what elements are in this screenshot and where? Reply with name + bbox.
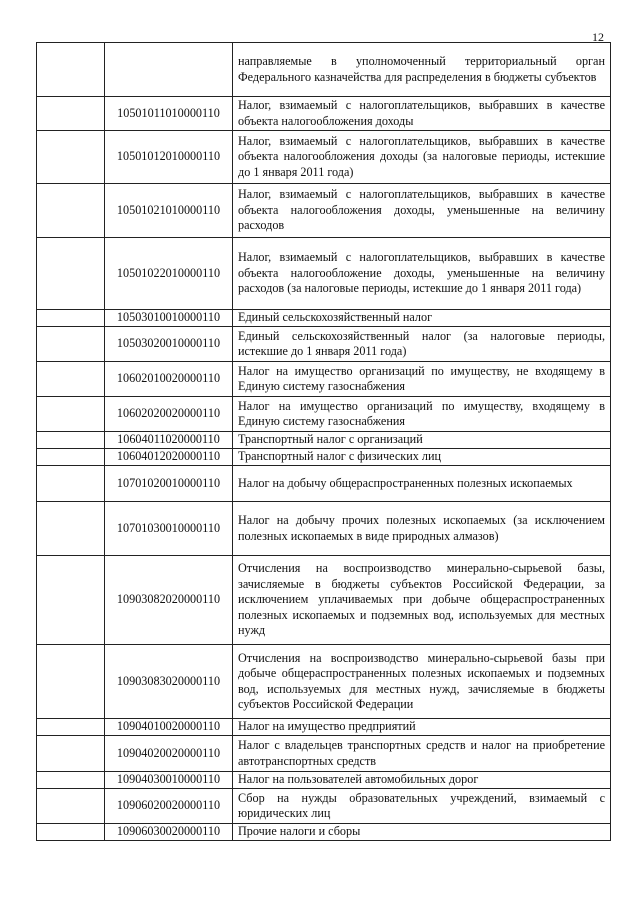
code-cell: 10602020020000110 bbox=[105, 397, 233, 432]
table-row bbox=[37, 466, 611, 502]
code-cell: 10904030010000110 bbox=[105, 772, 233, 789]
empty-cell bbox=[37, 184, 105, 238]
table-row bbox=[37, 824, 611, 841]
description-cell: Прочие налоги и сборы bbox=[233, 824, 611, 841]
code-cell: 10906020020000110 bbox=[105, 789, 233, 824]
description-cell: Налог на добычу прочих полезных ископаемых (за исключением полезных ископаемых в виде природных алмазов) bbox=[233, 502, 611, 556]
description-cell: Налог на пользователей автомобильных дорог bbox=[233, 772, 611, 789]
description-cell: Отчисления на воспроизводство минерально-сырьевой базы при добыче общераспространенных полезных ископаемых и подземных вод, используемых для местных нужд, зачисляемые в бюджеты субъектов Российской Федерации bbox=[233, 645, 611, 719]
empty-cell bbox=[37, 645, 105, 719]
table-row bbox=[37, 502, 611, 556]
code-cell: 10501022010000110 bbox=[105, 238, 233, 310]
empty-cell bbox=[37, 772, 105, 789]
empty-cell bbox=[37, 310, 105, 327]
empty-cell bbox=[37, 466, 105, 502]
code-cell: 10503010010000110 bbox=[105, 310, 233, 327]
empty-cell bbox=[37, 502, 105, 556]
description-cell: Налог, взимаемый с налогоплательщиков, выбравших в качестве объекта налогообложения доходы (за налоговые периоды, истекшие до 1 января 2011 года) bbox=[233, 131, 611, 184]
table-row bbox=[37, 397, 611, 432]
code-cell: 10501012010000110 bbox=[105, 131, 233, 184]
empty-cell bbox=[37, 432, 105, 449]
table-row bbox=[37, 43, 611, 97]
page-number: 12 bbox=[592, 30, 604, 44]
empty-cell bbox=[37, 238, 105, 310]
description-cell: Сбор на нужды образовательных учреждений, взимаемый с юридических лиц bbox=[233, 789, 611, 824]
empty-cell bbox=[37, 131, 105, 184]
code-cell: 10904020020000110 bbox=[105, 736, 233, 772]
table-row bbox=[37, 184, 611, 238]
code-cell: 10501021010000110 bbox=[105, 184, 233, 238]
description-cell: Налог, взимаемый с налогоплательщиков, выбравших в качестве объекта налогообложение доходы, уменьшенные на величину расходов (за налоговые периоды, истекшие до 1 января 2011 года) bbox=[233, 238, 611, 310]
table-row bbox=[37, 432, 611, 449]
code-cell: 10903082020000110 bbox=[105, 556, 233, 645]
empty-cell bbox=[37, 327, 105, 362]
code-cell: 10906030020000110 bbox=[105, 824, 233, 841]
description-cell: Налог на добычу общераспространенных полезных ископаемых bbox=[233, 466, 611, 502]
code-cell: 10602010020000110 bbox=[105, 362, 233, 397]
empty-cell bbox=[37, 362, 105, 397]
description-cell: Налог на имущество организаций по имуществу, входящему в Единую систему газоснабжения bbox=[233, 397, 611, 432]
table-row bbox=[37, 362, 611, 397]
description-cell: Налог с владельцев транспортных средств и налог на приобретение автотранспортных средств bbox=[233, 736, 611, 772]
table-row bbox=[37, 238, 611, 310]
empty-cell bbox=[37, 556, 105, 645]
description-cell: Единый сельскохозяйственный налог bbox=[233, 310, 611, 327]
description-cell: Налог, взимаемый с налогоплательщиков, выбравших в качестве объекта налогообложения доходы bbox=[233, 97, 611, 131]
code-cell: 10904010020000110 bbox=[105, 719, 233, 736]
description-cell: Налог на имущество предприятий bbox=[233, 719, 611, 736]
code-cell: 10501011010000110 bbox=[105, 97, 233, 131]
empty-cell bbox=[37, 97, 105, 131]
empty-cell bbox=[37, 824, 105, 841]
table-row bbox=[37, 449, 611, 466]
tax-codes-table bbox=[36, 42, 611, 841]
code-cell: 10503020010000110 bbox=[105, 327, 233, 362]
empty-cell bbox=[37, 736, 105, 772]
table-row bbox=[37, 310, 611, 327]
empty-cell bbox=[37, 43, 105, 97]
table-row bbox=[37, 327, 611, 362]
empty-cell bbox=[37, 397, 105, 432]
code-cell: 10903083020000110 bbox=[105, 645, 233, 719]
code-cell: 10604012020000110 bbox=[105, 449, 233, 466]
description-cell: направляемые в уполномоченный территориальный орган Федерального казначейства для распределения в бюджеты субъектов bbox=[233, 43, 611, 97]
empty-cell bbox=[37, 449, 105, 466]
table-row bbox=[37, 772, 611, 789]
code-cell: 10701020010000110 bbox=[105, 466, 233, 502]
empty-cell bbox=[37, 789, 105, 824]
table-row bbox=[37, 645, 611, 719]
description-cell: Налог на имущество организаций по имуществу, не входящему в Единую систему газоснабжения bbox=[233, 362, 611, 397]
description-cell: Транспортный налог с организаций bbox=[233, 432, 611, 449]
table-row bbox=[37, 131, 611, 184]
description-cell: Отчисления на воспроизводство минерально-сырьевой базы, зачисляемые в бюджеты субъектов Российской Федерации, за исключением уплачиваемых при добыче общераспространенных полезных ископаемых и подземных вод, используемых для местных нужд bbox=[233, 556, 611, 645]
table-row bbox=[37, 97, 611, 131]
code-cell: 10701030010000110 bbox=[105, 502, 233, 556]
table-row bbox=[37, 789, 611, 824]
table-row bbox=[37, 719, 611, 736]
table-row bbox=[37, 736, 611, 772]
empty-cell bbox=[37, 719, 105, 736]
description-cell: Транспортный налог с физических лиц bbox=[233, 449, 611, 466]
description-cell: Единый сельскохозяйственный налог (за налоговые периоды, истекшие до 1 января 2011 года) bbox=[233, 327, 611, 362]
description-cell: Налог, взимаемый с налогоплательщиков, выбравших в качестве объекта налогообложения доходы, уменьшенные на величину расходов bbox=[233, 184, 611, 238]
table-row bbox=[37, 556, 611, 645]
code-cell: 10604011020000110 bbox=[105, 432, 233, 449]
code-cell bbox=[105, 43, 233, 97]
